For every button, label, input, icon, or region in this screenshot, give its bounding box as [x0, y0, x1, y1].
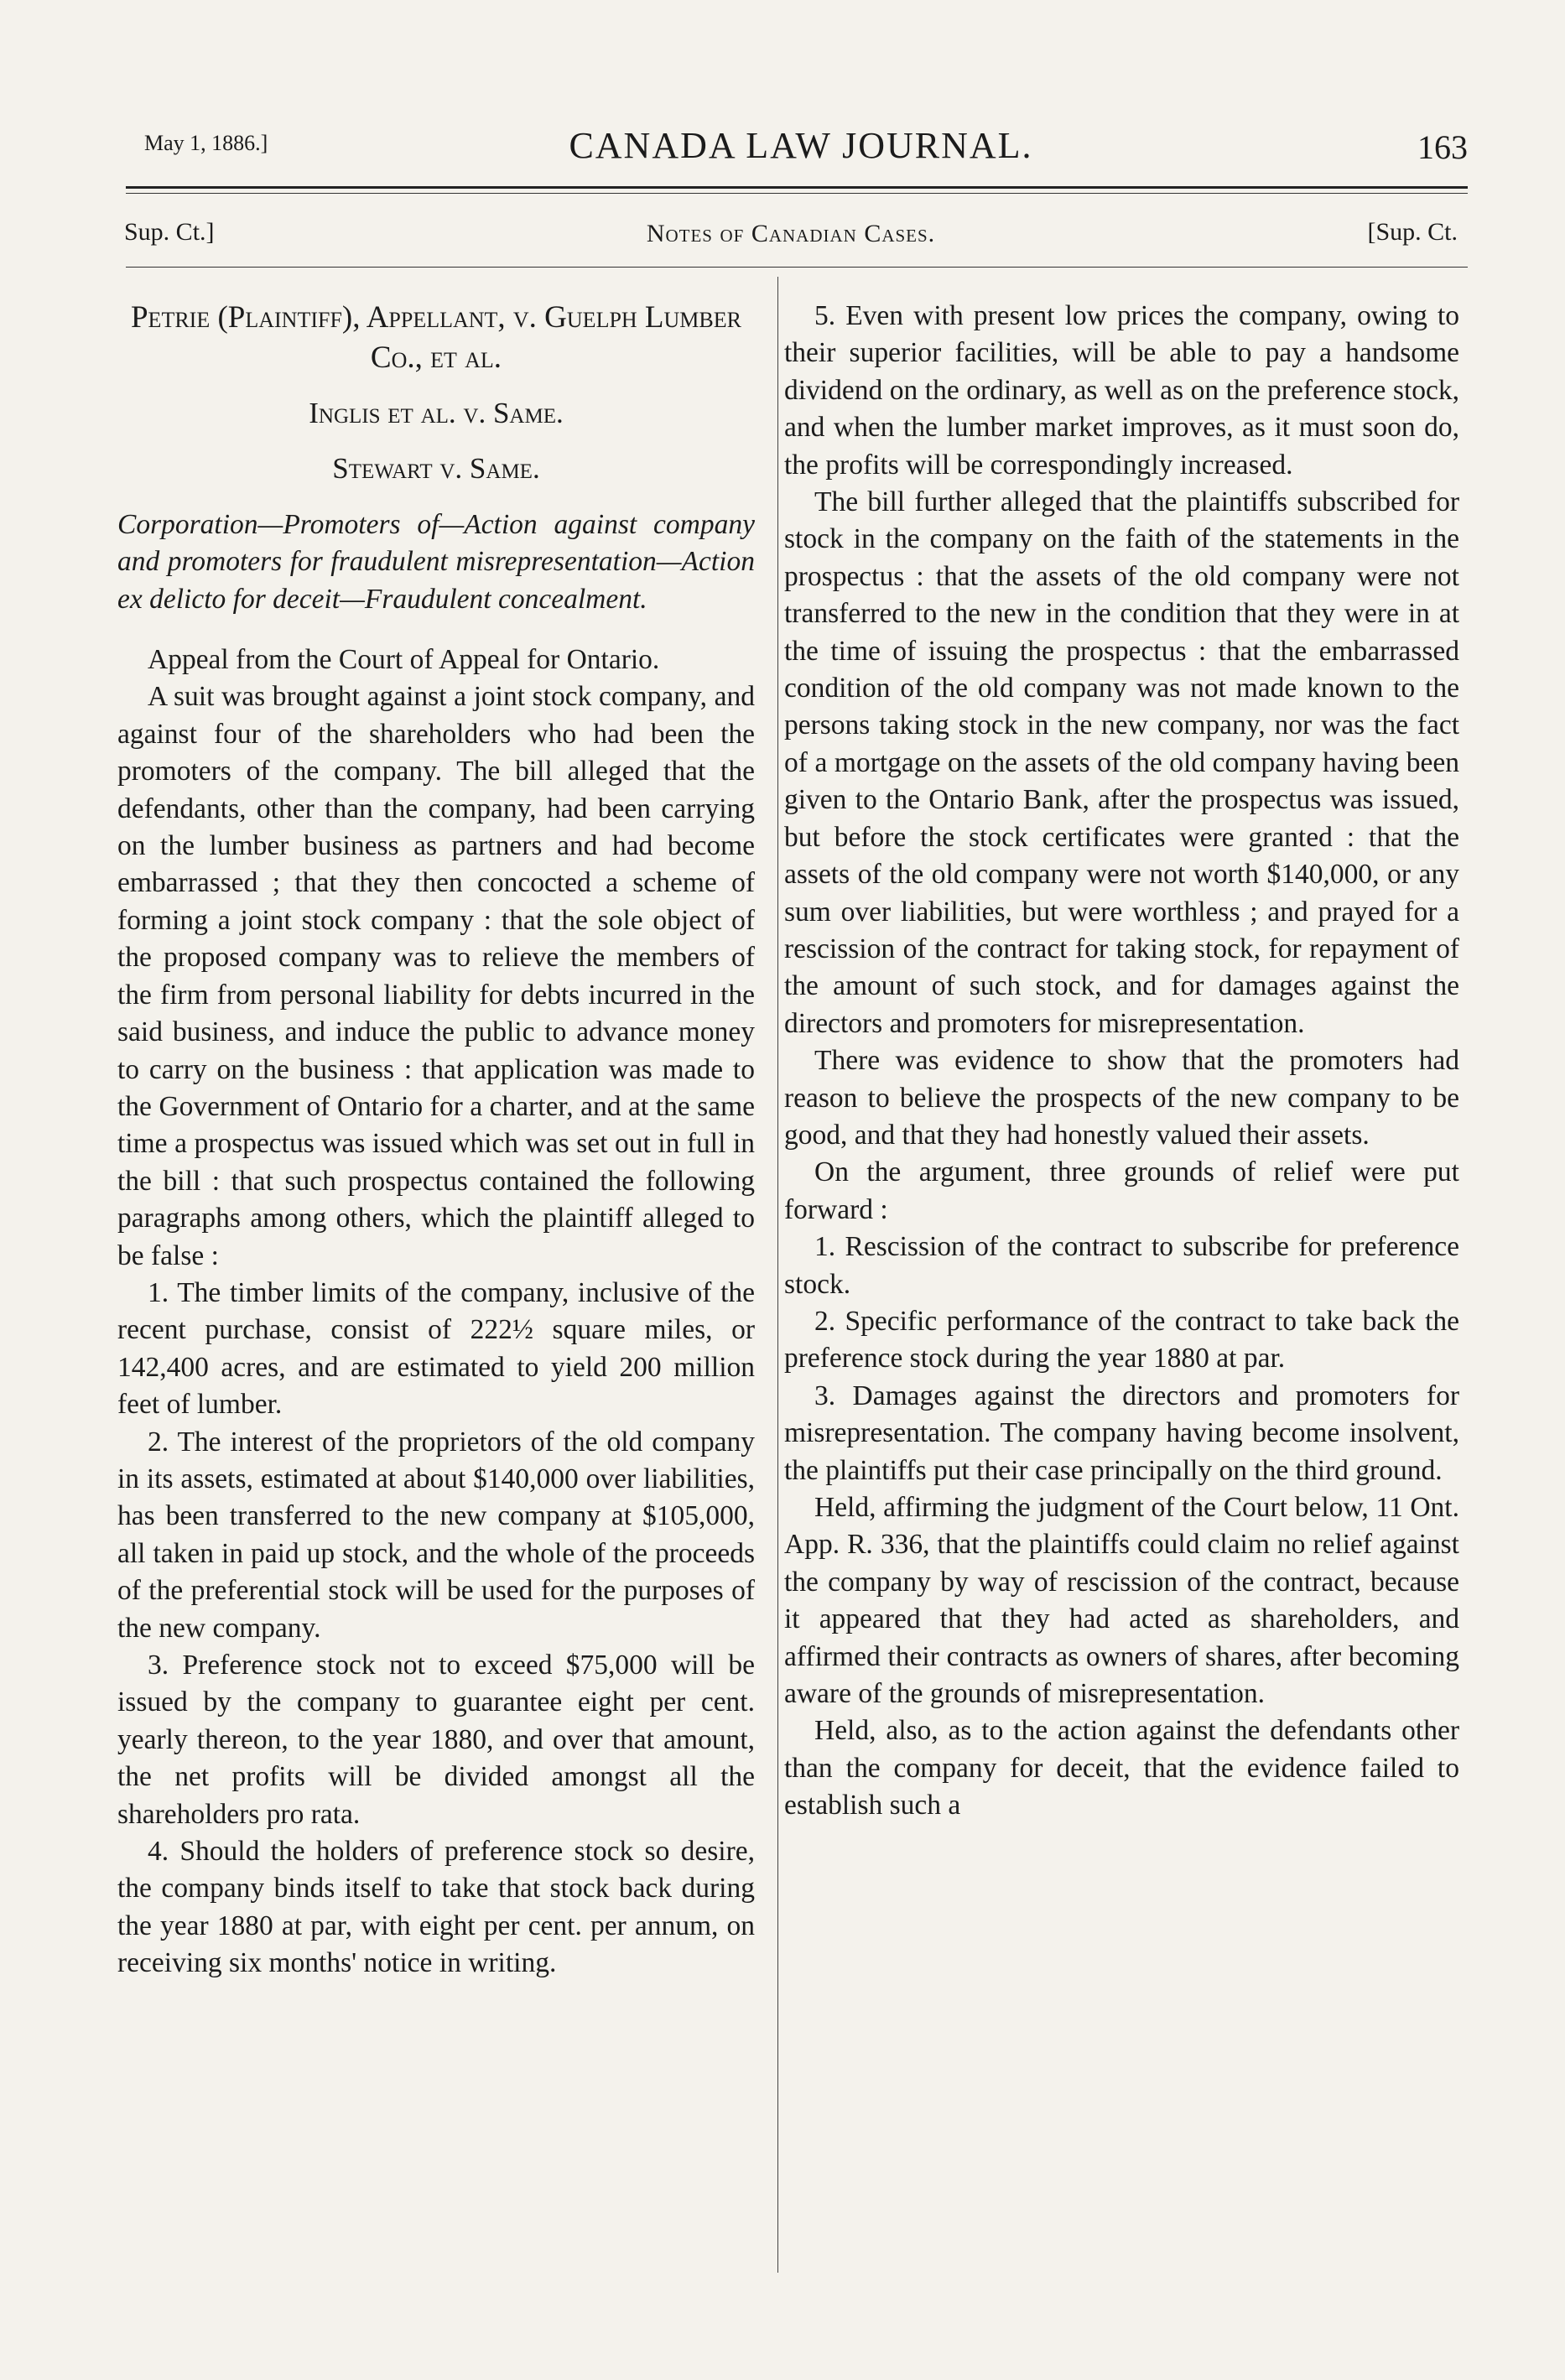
column-divider: [777, 277, 778, 2273]
page-number: 163: [1417, 128, 1468, 166]
section-head: [124, 218, 1458, 255]
holding-1: Held, affirming the judgment of the Court below, 11 Ont. App. R. 336, that the plaintiffs could claim no relief against the company by way of rescission of the contract, because it appeared that they had acted as shareholders, and affirmed their contracts as owners of shares, after becoming aware of the grounds of misrepresentation.: [784, 1492, 1459, 1710]
holding-2: Held, also, as to the action against the defendants other than the company for deceit, that the evidence failed to establish such a: [784, 1715, 1459, 1821]
header-rule: [126, 186, 1468, 189]
section-title: Notes of Canadian Cases.: [646, 220, 936, 247]
prospectus-item-1: 1. The timber limits of the company, inclusive of the recent purchase, consist of 222½ square miles, or 142,400 acres, and are estimated to yield 200 million feet of lumber.: [117, 1276, 755, 1421]
left-column: [117, 298, 755, 1982]
paragraph: The bill further alleged that the plaintiffs subscribed for stock in the company on the faith of the statements in the prospectus : that the assets of the old company were not transferred to the new in the condition that they were in at the time of issuing the prospectus : that the embarrassed condition of the old company was not made known to the persons taking stock in the new company, nor was the fact of a mortgage on the assets of the old company having been given to the Ontario Bank, after the prospectus was issued, but before the stock certificates were granted : that the assets of the old company were not worth $140,000, or any sum over liabilities, but were worthless ; and prayed for a rescission of the contract for taking stock, for repayment of the amount of such stock, and for damages against the directors and promoters for misrepresentation.: [784, 486, 1459, 1039]
paragraph: There was evidence to show that the promoters had reason to believe the prospects of the new company to be good, and that they had honestly valued their assets.: [784, 1045, 1459, 1151]
related-case-1: Inglis et al. v. Same.: [309, 397, 564, 429]
court-right: [Sup. Ct.: [1367, 218, 1458, 246]
case-title: Petrie (Plaintiff), Appellant, v. Guelph Lumber Co., et al.: [130, 300, 741, 375]
section-rule: [126, 267, 1468, 268]
headnote: Corporation—Promoters of—Action against company and promoters for fraudulent misrepresentation—Action ex delicto for deceit—Fraudulent concealment.: [117, 508, 755, 615]
journal-title: CANADA LAW JOURNAL.: [569, 125, 1033, 166]
ground-1: 1. Rescission of the contract to subscribe for preference stock.: [784, 1231, 1459, 1300]
issue-date: May 1, 1886.]: [144, 131, 268, 155]
prospectus-item-5: 5. Even with present low prices the company, owing to their superior facilities, will be able to pay a handsome dividend on the ordinary, as well as on the preference stock, and when the lumber market improves, as it must soon do, the profits will be correspondingly increased.: [784, 300, 1459, 481]
prospectus-item-3: 3. Preference stock not to exceed $75,000 will be issued by the company to guarantee eight per cent. yearly thereon, to the year 1880, and over that amount, the net profits will be divided amongst all the shareholders pro rata.: [117, 1650, 755, 1830]
paragraph: Appeal from the Court of Appeal for Ontario.: [148, 644, 660, 676]
prospectus-item-4: 4. Should the holders of preference stock so desire, the company binds itself to take that stock back during the year 1880 at par, with eight per cent. per annum, on receiving six months' notice in writing.: [117, 1836, 755, 1979]
paragraph: A suit was brought against a joint stock company, and against four of the shareholders who had been the promoters of the company. The bill alleged that the defendants, other than the company, had been carrying on the lumber business as partners and had become embarrassed ; that they then concocted a scheme of forming a joint stock company : that the sole object of the proposed company was to relieve the members of the firm from personal liability for debts incurred in the said business, and induce the public to advance money to carry on the business : that application was made to the Government of Ontario for a charter, and at the same time a prospectus was issued which was set out in full in the bill : that such prospectus contained the following paragraphs among others, which the plaintiff alleged to be false :: [117, 681, 755, 1271]
court-left: Sup. Ct.]: [124, 218, 215, 246]
ground-3: 3. Damages against the directors and promoters for misrepresentation. The company having become insolvent, the plaintiffs put their case principally on the third ground.: [784, 1380, 1459, 1486]
ground-2: 2. Specific performance of the contract to take back the preference stock during the year 1880 at par.: [784, 1305, 1459, 1374]
running-head: [134, 124, 1468, 174]
right-column: [784, 298, 1459, 1825]
prospectus-item-2: 2. The interest of the proprietors of the old company in its assets, estimated at about $140,000 over liabilities, has been transferred to the new company at $105,000, all taken in paid up stock, and the whole of the proceeds of the preferential stock will be used for the purposes of the new company.: [117, 1426, 755, 1644]
related-case-2: Stewart v. Same.: [332, 452, 540, 486]
paragraph: On the argument, three grounds of relief were put forward :: [784, 1156, 1459, 1225]
header-rule-thin: [126, 193, 1468, 194]
